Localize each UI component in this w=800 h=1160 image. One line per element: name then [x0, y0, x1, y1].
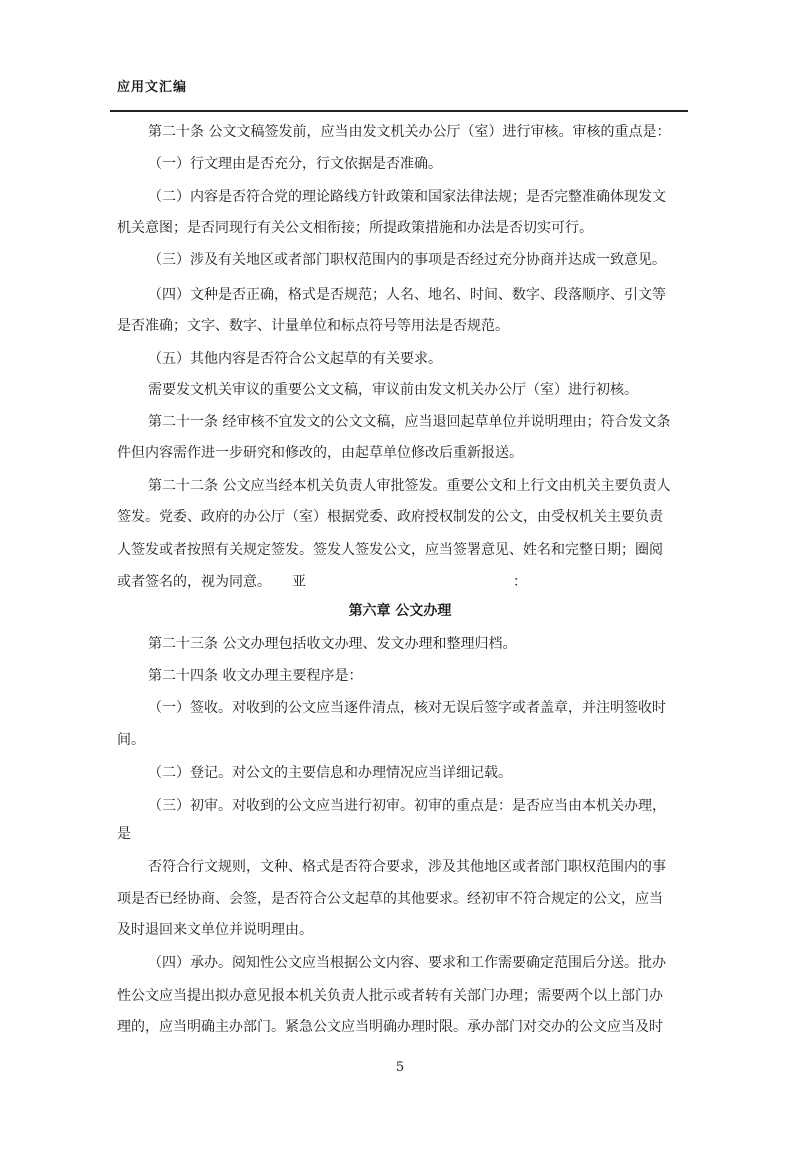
text-fragment: 亚 [292, 574, 306, 590]
text-line: （二）登记。对公文的主要信息和办理情况应当详细记载。 [148, 765, 512, 781]
text-line: （四）承办。阅知性公文应当根据公文内容、要求和工作需要确定范围后分送。批办 [148, 955, 666, 971]
text-line: 或者签名的，视为同意。 [117, 574, 271, 590]
text-line-art20: 第二十条 公文文稿签发前，应当由发文机关办公厅（室）进行审核。审核的重点是： [148, 124, 671, 140]
text-line-art24: 第二十四条 收文办理主要程序是： [148, 668, 363, 684]
text-line-art23: 第二十三条 公文办理包括收文办理、发文办理和整理归档。 [148, 636, 517, 652]
text-line: 是 [117, 826, 131, 842]
text-line: （二）内容是否符合党的理论路线方针政策和国家法律法规；是否完整准确体现发文 [148, 189, 666, 205]
header-divider [110, 110, 688, 112]
text-line: 需要发文机关审议的重要公文文稿，审议前由发文机关办公厅（室）进行初核。 [148, 382, 638, 398]
text-line-art21: 第二十一条 经审核不宜发文的公文文稿，应当退回起草单位并说明理由；符合发文条 [148, 414, 671, 430]
text-fragment: ： [513, 574, 527, 590]
text-line: 机关意图；是否同现行有关公文相衔接；所提政策措施和办法是否切实可行。 [117, 220, 593, 236]
text-line: 间。 [117, 732, 145, 748]
text-line: （三）涉及有关地区或者部门职权范围内的事项是否经过充分协商并达成一致意见。 [148, 252, 666, 268]
text-line: 签发。党委、政府的办公厅（室）根据党委、政府授权制发的公文，由受权机关主要负责 [117, 509, 663, 525]
text-line: （三）初审。对收到的公文应当进行初审。初审的重点是：是否应当由本机关办理， [148, 798, 666, 814]
text-line: 件但内容需作进一步研究和修改的，由起草单位修改后重新报送。 [117, 445, 523, 461]
text-line: 及时退回来文单位并说明理由。 [117, 922, 313, 938]
running-header-title: 应用文汇编 [117, 80, 188, 95]
text-line: 项是否已经协商、会签，是否符合公文起草的其他要求。经初审不符合规定的公文，应当 [117, 891, 663, 907]
text-line: （四）文种是否正确，格式是否规范；人名、地名、时间、数字、段落顺序、引文等 [148, 287, 666, 303]
text-line: 是否准确；文字、数字、计量单位和标点符号等用法是否规范。 [117, 318, 509, 334]
text-line: 否符合行文规则，文种、格式是否符合要求，涉及其他地区或者部门职权范围内的事 [148, 859, 666, 875]
text-line: （一）签收。对收到的公文应当逐件清点，核对无误后签字或者盖章，并注明签收时 [148, 700, 666, 716]
text-line: （一）行文理由是否充分，行文依据是否准确。 [148, 156, 442, 172]
chapter-heading: 第六章 公文办理 [348, 603, 452, 619]
text-line: 性公文应当提出拟办意见报本机关负责人批示或者转有关部门办理；需要两个以上部门办 [117, 988, 663, 1004]
text-line: 人签发或者按照有关规定签发。签发人签发公文，应当签署意见、姓名和完整日期；圈阅 [117, 542, 663, 558]
text-line-art22: 第二十二条 公文应当经本机关负责人审批签发。重要公文和上行文由机关主要负责人 [148, 478, 671, 494]
page-number: 5 [395, 1060, 405, 1075]
text-line: 理的，应当明确主办部门。紧急公文应当明确办理时限。承办部门对交办的公文应当及时 [117, 1019, 663, 1035]
text-line: （五）其他内容是否符合公文起草的有关要求。 [148, 351, 442, 367]
